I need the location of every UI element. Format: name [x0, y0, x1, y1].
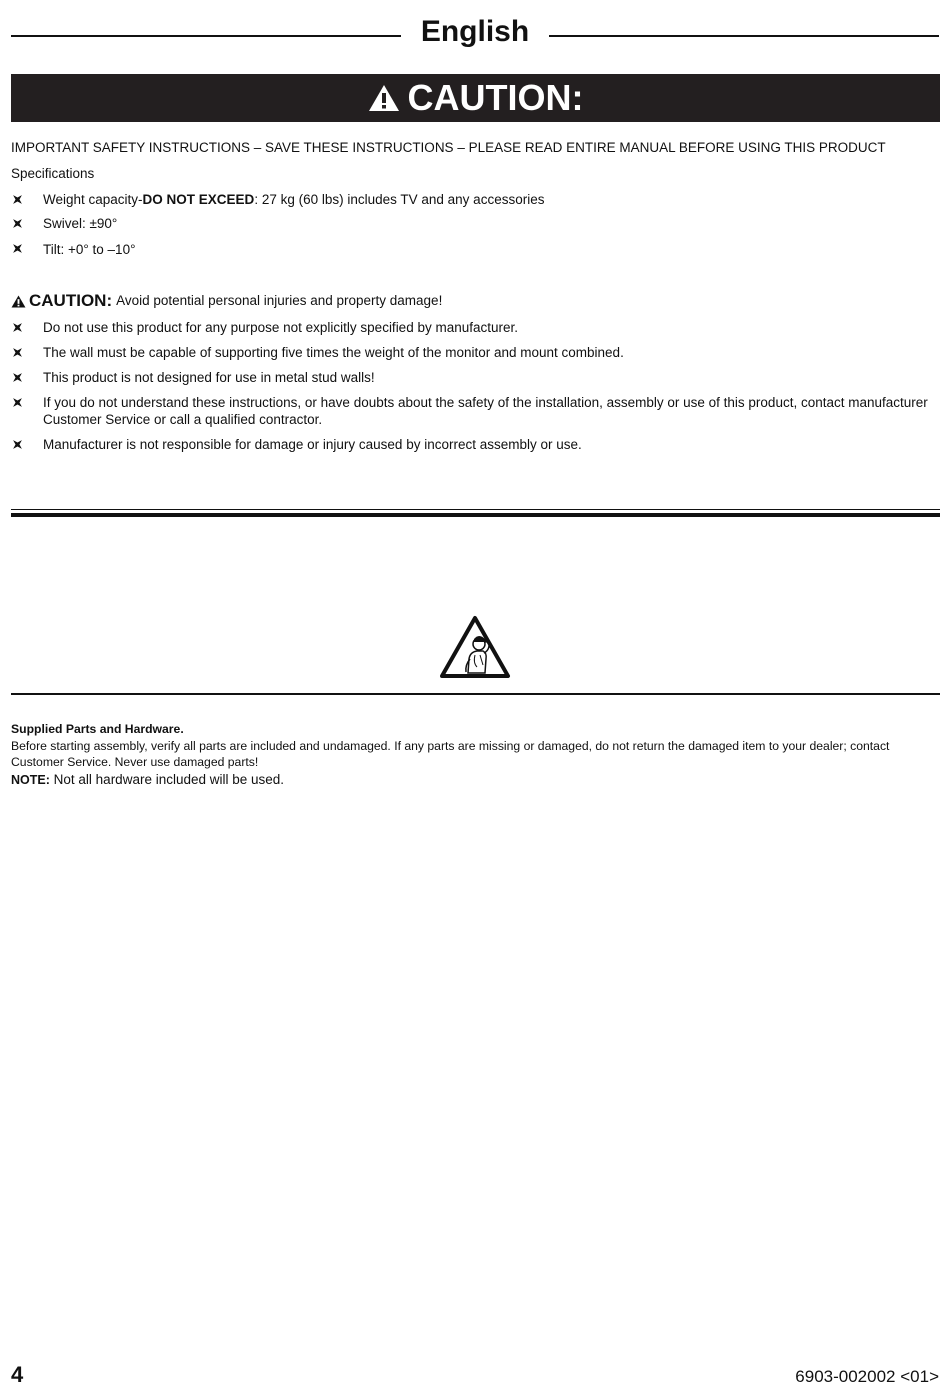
parts-note: [11, 771, 284, 789]
bullet-star-icon: [12, 218, 23, 229]
bullet-star-icon: [12, 194, 23, 205]
important-instructions: IMPORTANT SAFETY INSTRUCTIONS – SAVE THESE INSTRUCTIONS – PLEASE READ ENTIRE MANUAL BEFORE USING THIS PRODUCT: [11, 140, 886, 155]
page-number: 4: [11, 1362, 24, 1387]
warning-triangle-icon: [11, 295, 26, 308]
header-rule-right: [549, 35, 939, 37]
specifications-heading: Specifications: [11, 166, 95, 181]
caution-item: The wall must be capable of supporting five times the weight of the monitor and mount combined.: [43, 345, 624, 360]
two-person-lift-warning-icon: [439, 615, 511, 679]
bullet-star-icon: [12, 347, 23, 358]
caution-item: Do not use this product for any purpose not explicitly specified by manufacturer.: [43, 320, 519, 335]
note-label: NOTE:: [11, 773, 50, 787]
note-text: Not all hardware included will be used.: [53, 772, 285, 787]
warning-triangle-icon: [368, 84, 400, 112]
supplied-parts-body: Before starting assembly, verify all parts are included and undamaged. If any parts are missing or damaged, do not return the damaged item to your dealer; contact Customer Service. Never use damaged parts!: [11, 739, 890, 769]
weight-warning: DO NOT EXCEED: [142, 192, 255, 207]
document-code: 6903-002002 <01>: [795, 1367, 939, 1386]
section-divider-thin: [11, 509, 940, 510]
caution-item: Manufacturer is not responsible for damage or injury caused by incorrect assembly or use.: [43, 437, 582, 452]
caution-item: If you do not understand these instructions, or have doubts about the safety of the installation, assembly or use of this product, contact manufacturer Customer Service or call a qualified contractor.: [43, 395, 928, 427]
weight-suffix: : 27 kg (60 lbs) includes TV and any accessories: [254, 192, 545, 207]
bullet-star-icon: [12, 397, 23, 408]
caution-item: This product is not designed for use in metal stud walls!: [43, 370, 375, 385]
parts-section-divider: [11, 693, 940, 695]
caution-label: CAUTION:: [29, 291, 113, 310]
spec-weight-capacity: [43, 191, 933, 208]
bullet-star-icon: [12, 372, 23, 383]
caution-banner-title: CAUTION:: [407, 77, 584, 118]
spec-swivel: Swivel: ±90°: [43, 216, 118, 231]
caution-banner: [11, 74, 940, 122]
bullet-star-icon: [12, 439, 23, 450]
spec-tilt: Tilt: +0° to –10°: [43, 242, 136, 257]
bullet-star-icon: [12, 243, 23, 254]
caution-statement: [11, 291, 442, 311]
page-language-title: English: [420, 15, 530, 48]
caution-text: Avoid potential personal injuries and property damage!: [116, 293, 443, 308]
section-divider-thick: [11, 513, 940, 517]
weight-prefix: Weight capacity-: [43, 192, 143, 207]
supplied-parts-heading: Supplied Parts and Hardware.: [11, 722, 184, 736]
bullet-star-icon: [12, 322, 23, 333]
